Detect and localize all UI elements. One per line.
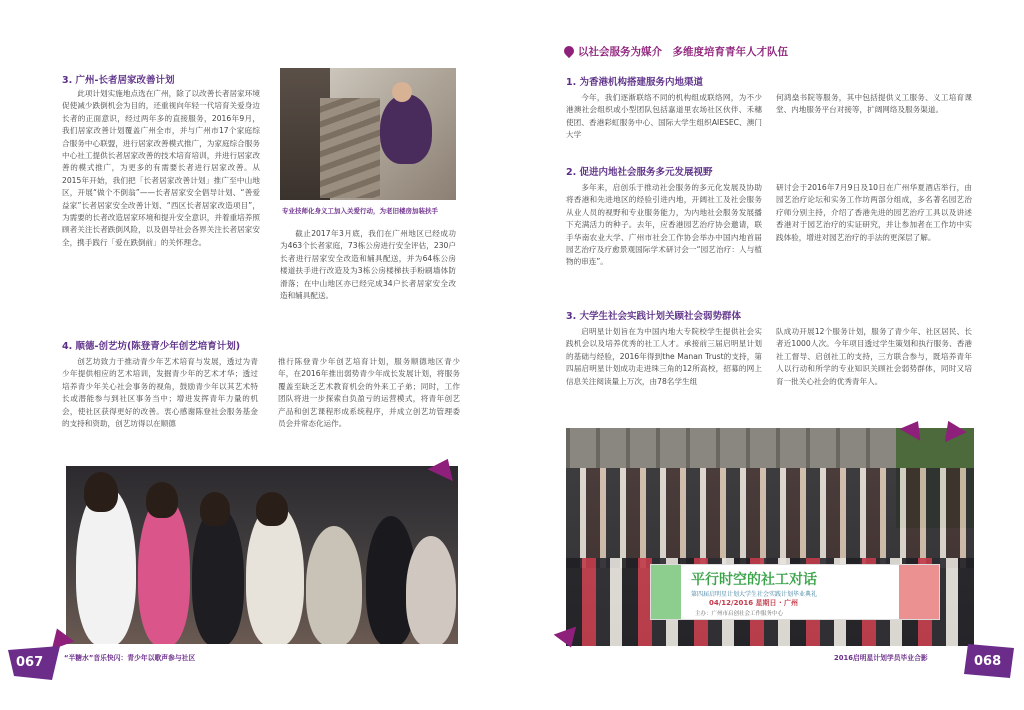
elder-home-photo <box>280 68 456 200</box>
banner-title: 平行时空的社工对话 <box>691 572 817 588</box>
pin-icon <box>562 44 576 58</box>
mainland-paragraph-1: 多年来，启创乐于推动社会服务的多元化发展及协助将香港和先进地区的经验引进内地，开阔社工及社会服务从业人员的视野和专业服务能力，为内地社会服务发展播下充满活力的种子。去年，应香港园艺治疗协会邀请，联手华南农业大学、广州市社会工作协会举办中国内地首届园艺治疗及疗愈景观国际学术研讨会一“园艺治疗：人与植物的串连”。 <box>566 183 762 267</box>
banner-organizer: 主办：广州市启创社会工作服务中心 <box>695 611 784 617</box>
page-number: 068 <box>974 654 1002 669</box>
hk-paragraph-2: 何鸿燊书院等服务，其中包括提供义工服务、义工培育课堂、内地服务平台对接等，扩阔网络及服务渠道。 <box>776 93 972 115</box>
students-paragraph-2: 队成功开展12个服务计划，服务了青少年、社区居民、长者近1000人次。今年项目透过学生策划和执行服务、香港社工督导、启创社工的支持，三方联合参与，既培养青年人以行动和所学的专业知识关顾社会弱势群体，同时又培育一批关心社会的优秀青年人。 <box>776 327 972 386</box>
shunde-paragraph-2: 推行陈登青少年创艺培育计划，服务顺德地区青少年，在2016年推出弱势青少年成长发展计划，将服务覆盖至缺乏艺术教育机会的外来工子弟；同时，工作团队将进一步探索自负盈亏的运营模式，将青年创艺产品和创艺课程形成系统程序，并成立创艺坊管理委员会并常态化运作。 <box>278 357 460 429</box>
section-heading-mainland: 2. 促进内地社会服务多元发展视野 <box>566 167 713 178</box>
shunde-paragraph-1: 创艺坊致力于推动青少年艺术培育与发展，透过为青少年提供相应的艺术培训，发掘青少年的艺术才华；透过培养青少年关心社会事务的视角，鼓励青少年以其艺术特长或潜能参与到社区事务当中；增进发挥青年力量的机会，使社区获得更好的改善。衷心感谢陈登社会服务基金的支持和资助，创艺坊得以在顺德 <box>62 357 258 429</box>
section-heading-hk: 1. 为香港机构搭建服务内地渠道 <box>566 77 704 88</box>
graduation-photo-caption: 2016启明星计划学员毕业合影 <box>834 654 928 662</box>
graduation-group-photo <box>566 428 974 646</box>
graduation-banner <box>650 564 940 620</box>
mainland-paragraph-2: 研讨会于2016年7月9日及10日在广州华夏酒店举行，由园艺治疗论坛和实务工作坊两部分组成，多名著名园艺治疗师分别主持，介绍了香港先进的园艺治疗工具以及讲述香港对于园艺治疗的实证研究，并让参加者在工作坊中实践体验，增进对园艺治疗的手法的更深层了解。 <box>776 183 972 242</box>
students-paragraph-1: 启明星计划旨在为中国内地大专院校学生提供社会实践机会以及培养优秀的社工人才。承接前三届启明星计划的基础与经验，2016年得到the Manan Trust的支持，第四届启明星计划成功走进珠三角的12所高校，招募的网上信息关注阅读量上万次，由78名学生组 <box>566 327 762 386</box>
section-heading-students: 3. 大学生社会实践计划关顾社会弱势群体 <box>566 311 742 322</box>
hk-paragraph-1: 今年，我们逐渐联络不同的机构组成联络网，为不少港澳社会组织或小型团队包括嘉道里农场社区伙伴、禾穗使团、香港彩虹服务中心、国际大学生组织AIESEC、澳门大学 <box>566 93 762 140</box>
section-heading-guangzhou: 3. 广州-长者居家改善计划 <box>62 75 175 86</box>
page-title: 以社会服务为媒介 多维度培育青年人才队伍 <box>578 46 788 58</box>
right-page <box>512 0 1024 710</box>
banner-date: 04/12/2016 星期日 · 广州 <box>709 599 799 607</box>
section-heading-shunde: 4. 顺德-创艺坊(陈登青少年创艺培育计划) <box>62 341 241 352</box>
guangzhou-paragraph-2: 截止2017年3月底，我们在广州地区已经成功为463个长者家庭，73栋公房进行安全评估，230户长者进行居家安全改造和辅具配送，并为64栋公房楼道扶手进行改造及为3栋公房楼梯扶手粉刷墙体防滑落；在中山地区亦已经完成34户长者居家安全改造和辅具配送。 <box>280 229 456 301</box>
guangzhou-paragraph-1: 此项计划实施地点选在广州，除了以改善长者居家环境促使减少跌倒机会为目的，还重视向年轻一代培育关爱身边长者的正面意识，经过两年多的直接服务，2016年9月，我们居家改善计划覆盖广州全市，并与广州市17个家庭综合服务中心联盟，进行居家改善模式推广，为家庭综合服务中心社工提供长者居家改善的技术培育培训，并进行居家改善的模式推广，为更多的有需要长者进行居家改善。从2015年开始，我们把「长者居家改善计划」推广至中山地区，开展“做个不倒翁”——长者居家安全倡导计划、“善爱益家”长者居家安全改善计划、“西区长者居家改造项目”，为需要的长者改造居家环境和提升安全意识，并着重培养照顾者关注长者跌倒风险，以及倡导社会各界关注长者居家安全，携手践行「爱在跌倒前」的关怀理念。 <box>62 89 260 247</box>
page-number: 067 <box>16 655 44 670</box>
youth-singing-photo <box>66 466 458 644</box>
elder-photo-caption: 专业技师化身义工加入关爱行动，为老旧楼房加装扶手 <box>282 207 438 215</box>
banner-subtitle: 第四届启明星计划大学生社会实践计划毕业典礼 <box>691 591 818 598</box>
singing-photo-caption: “半糖水”音乐快闪：青少年以歌声参与社区 <box>64 654 196 662</box>
